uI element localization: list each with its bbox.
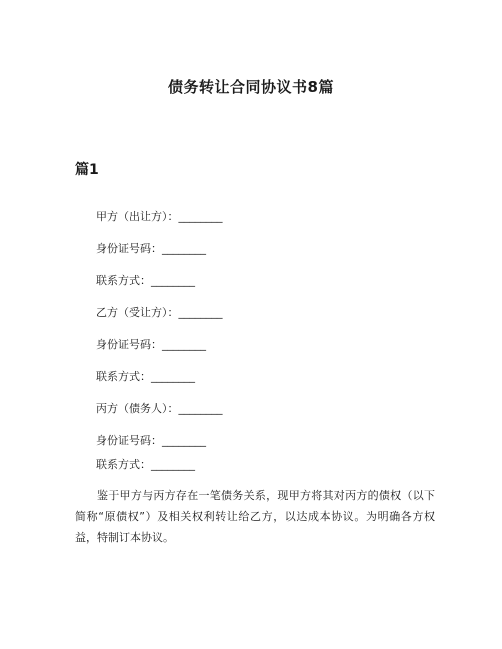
field-label: 甲方（出让方）： [96,210,179,223]
party-b-name-field [96,305,223,321]
party-c-name-field [96,401,223,417]
field-label: 身份证号码： [96,434,162,447]
fill-in-blank: ________ [178,402,223,415]
field-label: 联系方式： [96,370,151,383]
section-heading: 篇1 [75,162,99,178]
fill-in-blank: ________ [178,210,223,223]
party-b-id-field [96,337,206,353]
fill-in-blank: ________ [178,306,223,319]
fill-in-blank: ________ [162,338,206,351]
preamble-paragraph: 鉴于甲方与丙方存在一笔债务关系，现甲方将其对丙方的债权（以下简称“原债权”）及相关权利转让给乙方，以达成本协议。为明确各方权益，特制订本协议。 [75,489,435,544]
document-title: 债务转让合同协议书8篇 [168,78,334,96]
field-label: 丙方（债务人）： [96,402,179,415]
party-a-contact-field [96,273,195,289]
fill-in-blank: ________ [151,274,195,287]
field-label: 身份证号码： [96,242,162,255]
field-label: 联系方式： [96,458,151,471]
fill-in-blank: ________ [151,370,195,383]
field-label: 身份证号码： [96,338,162,351]
fill-in-blank: ________ [162,242,206,255]
party-a-id-field [96,241,206,257]
fill-in-blank: ________ [151,458,195,471]
field-label: 乙方（受让方）： [96,306,179,319]
fill-in-blank: ________ [162,434,206,447]
field-label: 联系方式： [96,274,151,287]
party-c-contact-field [96,457,195,473]
party-a-name-field [96,209,223,225]
party-c-id-field [96,433,206,449]
party-b-contact-field [96,369,195,385]
